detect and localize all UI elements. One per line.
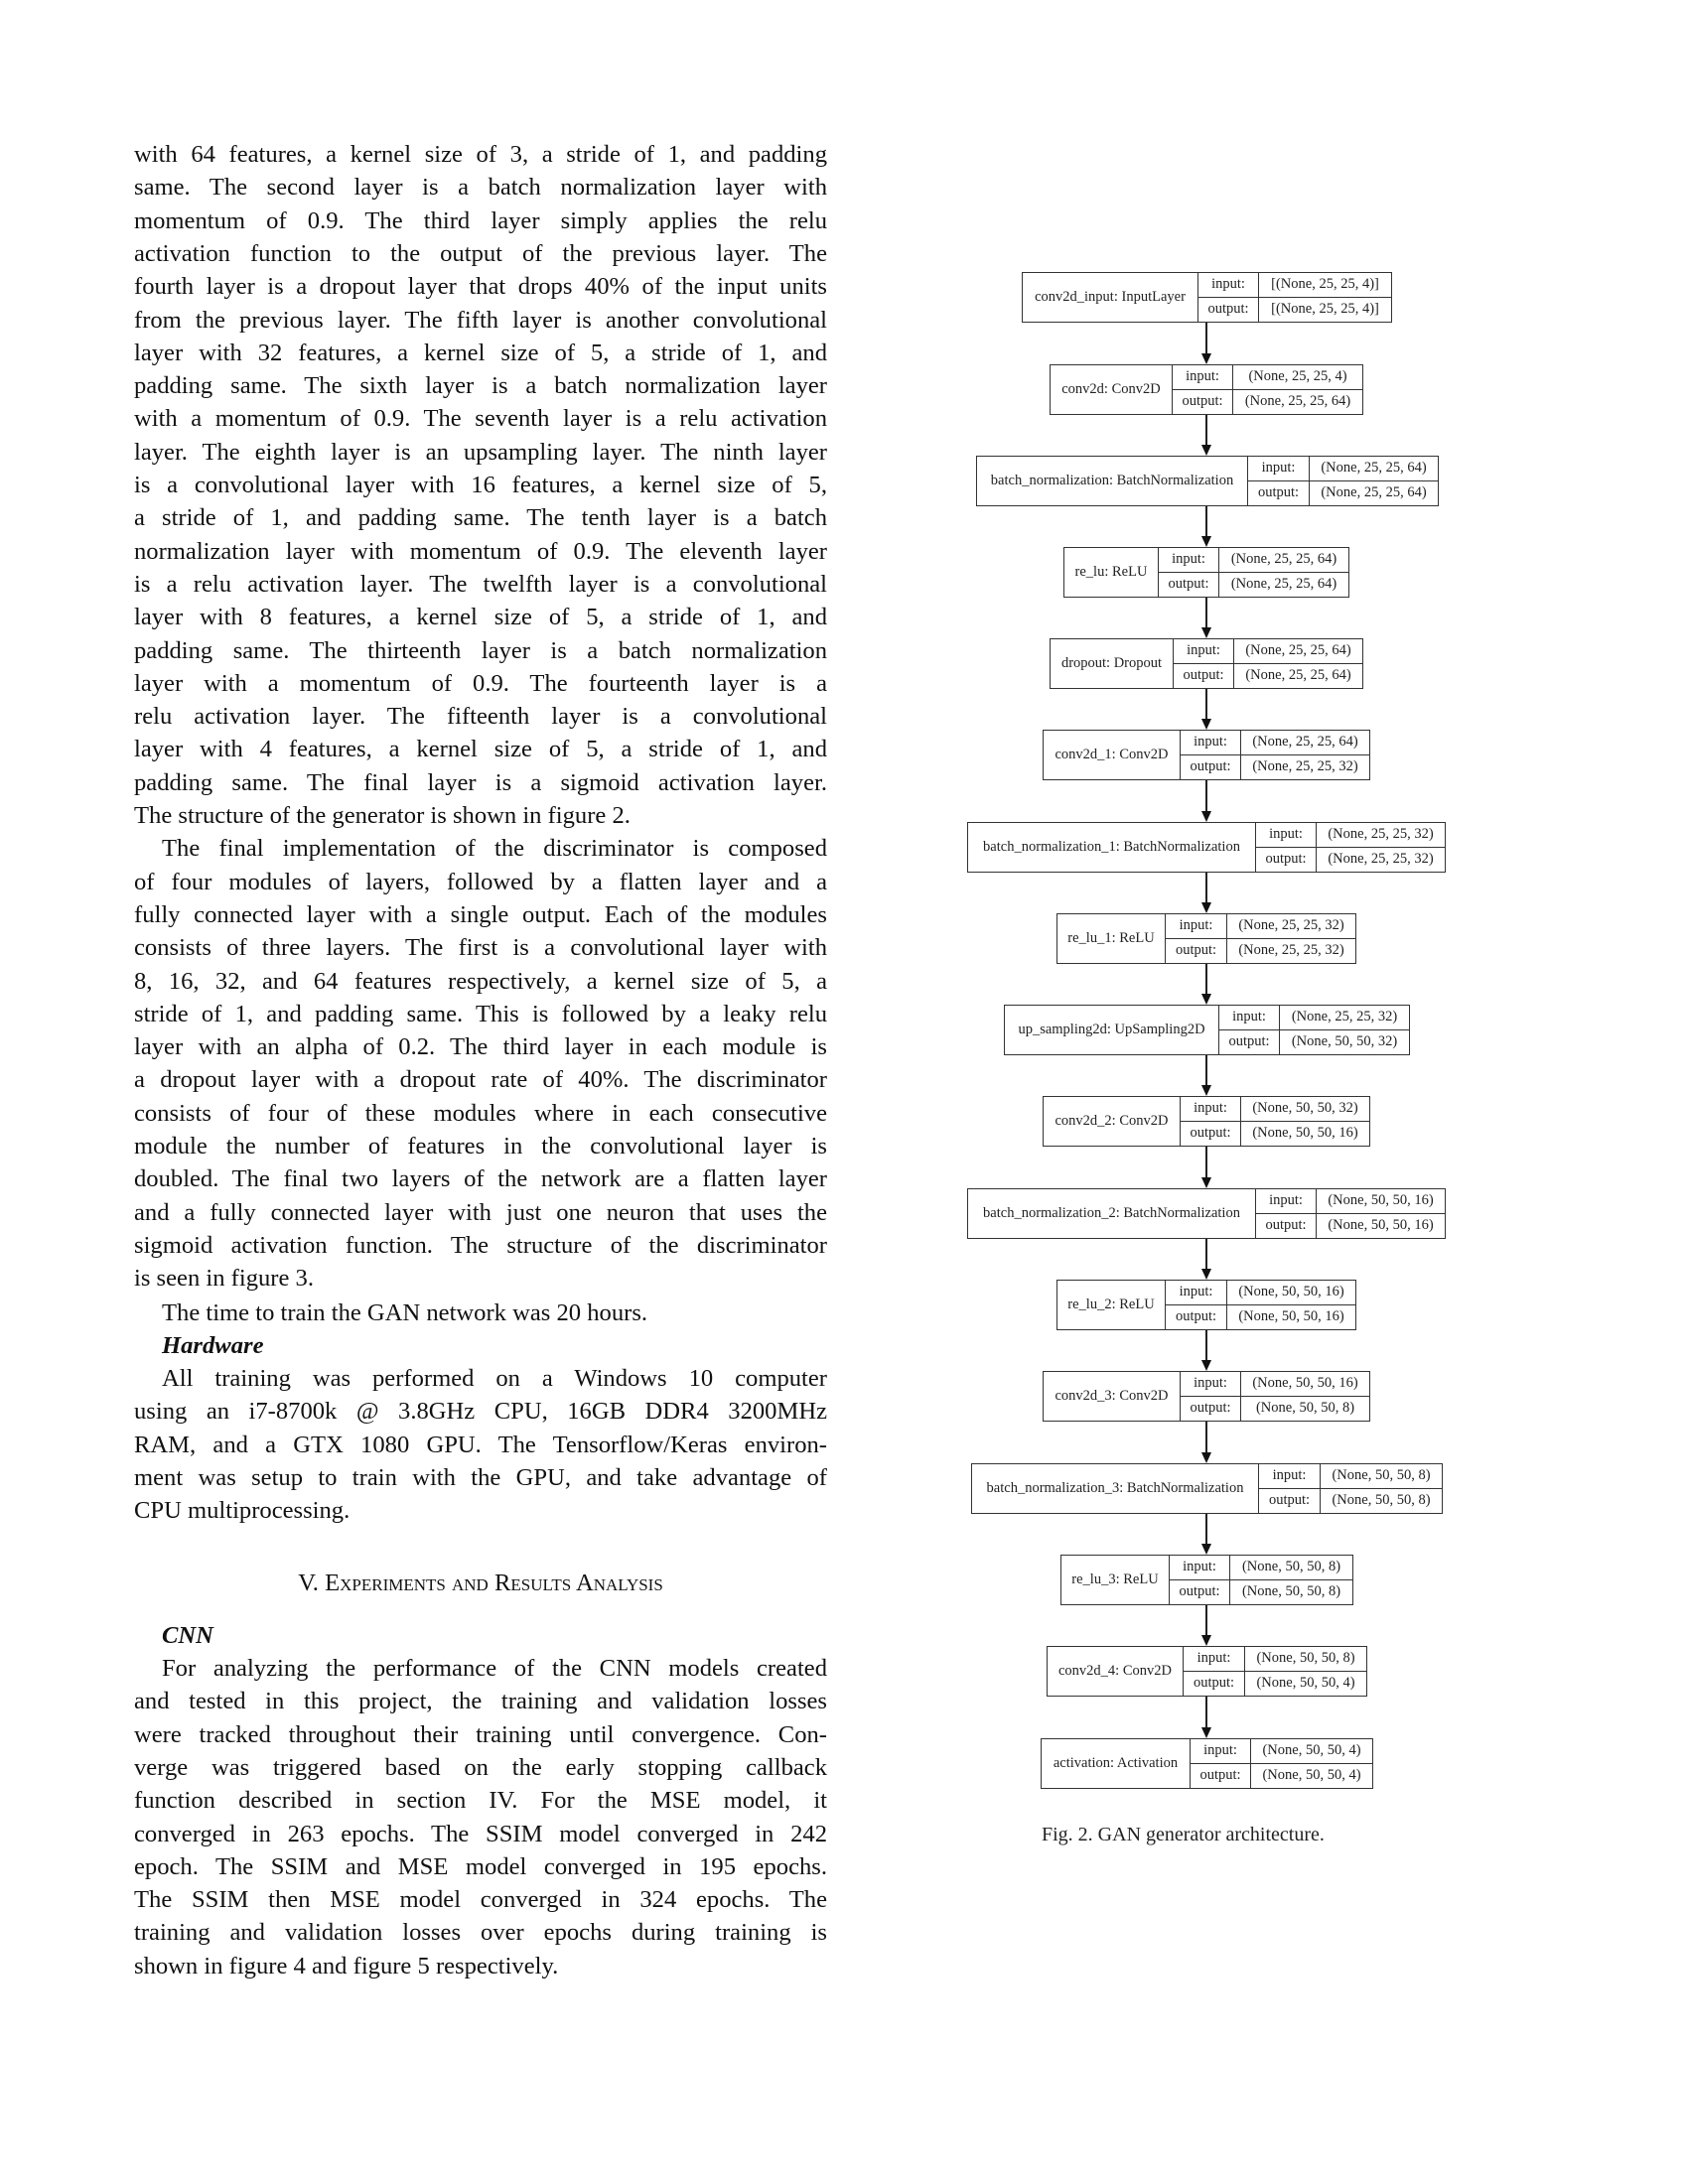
input-shape: (None, 50, 50, 8) [1321, 1464, 1442, 1489]
arrow-down-icon [1201, 719, 1211, 730]
output-shape: (None, 25, 25, 32) [1238, 942, 1344, 959]
layer-node [1060, 1555, 1353, 1605]
text-line: The final implementation of the discriminator is composed [162, 835, 827, 863]
hardware-subheading: Hardware [162, 1332, 264, 1359]
connector-line [1205, 1147, 1207, 1178]
output-label: output: [1190, 758, 1231, 775]
layer-node [971, 1463, 1443, 1514]
text-line: verge was triggered based on the early stopping callback [134, 1753, 827, 1781]
text-line: module the number of features in the convolutional layer is [134, 1133, 827, 1160]
input-label: input: [1159, 548, 1218, 573]
text-line: consists of three layers. The first is a convolutional layer with [134, 934, 827, 962]
input-label: input: [1181, 1097, 1240, 1122]
io-shape-column [1251, 1739, 1372, 1788]
arrow-down-icon [1201, 902, 1211, 913]
io-label-column [1181, 1372, 1241, 1421]
text-line: converged in 263 epochs. The SSIM model converged in 242 [134, 1820, 827, 1847]
layer-name: batch_normalization_1: BatchNormalization [968, 823, 1256, 872]
text-line: For analyzing the performance of the CNN models created [162, 1655, 827, 1682]
io-shape-column [1317, 1189, 1445, 1238]
output-shape: (None, 50, 50, 16) [1252, 1125, 1358, 1142]
input-label: input: [1166, 1281, 1226, 1305]
arrow-down-icon [1201, 994, 1211, 1005]
output-shape: (None, 25, 25, 64) [1244, 393, 1351, 410]
text-line: ment was setup to train with the GPU, and take advantage of [134, 1463, 827, 1491]
output-shape: (None, 25, 25, 64) [1321, 484, 1427, 501]
text-line: doubled. The final two layers of the network are a flatten layer [134, 1165, 827, 1193]
text-line: a stride of 1, and padding same. The tenth layer is a batch [134, 504, 827, 532]
text-line: activation function to the output of the previous layer. The [134, 239, 827, 267]
output-label: output: [1268, 1492, 1311, 1509]
text-line: layer with 32 features, a kernel size of 5, a stride of 1, and [134, 339, 827, 366]
text-line: 8, 16, 32, and 64 features respectively, a kernel size of 5, a [134, 967, 827, 995]
connector-line [1205, 1514, 1207, 1545]
text-line: The structure of the generator is shown in figure 2. [134, 802, 631, 829]
input-shape: (None, 50, 50, 8) [1245, 1647, 1366, 1672]
io-label-column [1181, 1097, 1241, 1146]
output-label: output: [1168, 576, 1209, 593]
io-shape-column [1230, 1556, 1352, 1604]
io-shape-column [1241, 731, 1369, 779]
section-heading: V. Experiments and Results Analysis [298, 1570, 663, 1596]
layer-node [1043, 1096, 1370, 1147]
input-label: input: [1248, 457, 1309, 481]
arrow-down-icon [1201, 353, 1211, 364]
io-shape-column [1233, 365, 1362, 414]
layer-node [1041, 1738, 1373, 1789]
text-line: layer with 8 features, a kernel size of 5, a stride of 1, and [134, 604, 827, 631]
output-label: output: [1193, 1675, 1235, 1692]
text-line: is a convolutional layer with 16 features, a kernel size of 5, [134, 472, 827, 498]
input-shape: (None, 25, 25, 64) [1241, 731, 1369, 755]
output-shape: (None, 50, 50, 4) [1262, 1767, 1361, 1784]
text-line: stride of 1, and padding same. This is followed by a leaky relu [134, 1000, 827, 1027]
layer-name: conv2d_input: InputLayer [1023, 273, 1198, 322]
layer-node [1022, 272, 1392, 323]
layer-name: conv2d_3: Conv2D [1044, 1372, 1181, 1421]
connector-line [1205, 1239, 1207, 1270]
output-label: output: [1190, 1125, 1231, 1142]
input-label: input: [1256, 823, 1316, 848]
text-line: of four modules of layers, followed by a flatten layer and a [134, 868, 827, 895]
arrow-down-icon [1201, 1177, 1211, 1188]
text-line: a dropout layer with a dropout rate of 40%. The discriminator [134, 1066, 827, 1094]
arrow-down-icon [1201, 1360, 1211, 1371]
text-line: CPU multiprocessing. [134, 1497, 351, 1525]
arrow-down-icon [1201, 627, 1211, 638]
layer-name: dropout: Dropout [1051, 639, 1174, 688]
layer-name: batch_normalization_3: BatchNormalization [972, 1464, 1259, 1513]
output-shape: (None, 25, 25, 32) [1252, 758, 1358, 775]
layer-node [1050, 638, 1363, 689]
input-shape: (None, 25, 25, 32) [1280, 1006, 1409, 1030]
layer-name: batch_normalization_2: BatchNormalization [968, 1189, 1256, 1238]
layer-node [1043, 730, 1370, 780]
text-line: sigmoid activation function. The structure of the discriminator [134, 1231, 827, 1259]
input-label: input: [1219, 1006, 1279, 1030]
io-shape-column [1241, 1372, 1369, 1421]
arrow-down-icon [1201, 1269, 1211, 1280]
io-label-column [1184, 1647, 1245, 1696]
input-label: input: [1181, 1372, 1240, 1397]
text-line: shown in figure 4 and figure 5 respectively. [134, 1952, 559, 1979]
layer-node [1004, 1005, 1410, 1055]
output-shape: (None, 50, 50, 8) [1332, 1492, 1431, 1509]
input-shape: (None, 50, 50, 16) [1317, 1189, 1445, 1214]
arrow-down-icon [1201, 1085, 1211, 1096]
connector-line [1205, 689, 1207, 720]
layer-name: re_lu_2: ReLU [1057, 1281, 1166, 1329]
text-line: momentum of 0.9. The third layer simply applies the relu [134, 206, 827, 234]
layer-node [1047, 1646, 1367, 1697]
text-line: consists of four of these modules where in each consecutive [134, 1099, 827, 1127]
io-label-column [1198, 273, 1259, 322]
io-label-column [1174, 639, 1234, 688]
layer-node [1043, 1371, 1370, 1422]
io-shape-column [1241, 1097, 1369, 1146]
io-shape-column [1259, 273, 1391, 322]
text-line: fully connected layer with a single output. Each of the modules [134, 900, 827, 928]
output-label: output: [1265, 851, 1307, 868]
io-shape-column [1245, 1647, 1366, 1696]
io-label-column [1166, 914, 1227, 963]
io-shape-column [1219, 548, 1348, 597]
text-line: padding same. The thirteenth layer is a batch normalization [134, 636, 827, 664]
layer-name: re_lu: ReLU [1064, 548, 1159, 597]
text-line: and tested in this project, the training and validation losses [134, 1688, 827, 1715]
text-line: training and validation losses over epochs during training is [134, 1919, 827, 1947]
io-label-column [1219, 1006, 1280, 1054]
io-label-column [1159, 548, 1219, 597]
layer-node [1050, 364, 1363, 415]
output-shape: (None, 25, 25, 64) [1230, 576, 1337, 593]
output-label: output: [1228, 1033, 1270, 1050]
text-line: same. The second layer is a batch normalization layer with [134, 174, 827, 202]
text-line: fourth layer is a dropout layer that drops 40% of the input units [134, 273, 827, 301]
input-label: input: [1184, 1647, 1244, 1672]
training-time-sentence: The time to train the GAN network was 20 hours. [162, 1299, 648, 1326]
input-shape: (None, 50, 50, 4) [1251, 1739, 1372, 1764]
io-label-column [1170, 1556, 1230, 1604]
io-shape-column [1310, 457, 1438, 505]
text-line: All training was performed on a Windows 10 computer [162, 1365, 827, 1392]
input-label: input: [1170, 1556, 1229, 1580]
input-shape: (None, 50, 50, 32) [1241, 1097, 1369, 1122]
io-shape-column [1321, 1464, 1442, 1513]
arrow-down-icon [1201, 1727, 1211, 1738]
output-shape: (None, 50, 50, 16) [1238, 1308, 1344, 1325]
connector-line [1205, 1605, 1207, 1636]
connector-line [1205, 598, 1207, 628]
input-shape: (None, 25, 25, 4) [1233, 365, 1362, 390]
text-line: padding same. The final layer is a sigmoid activation layer. [134, 768, 827, 796]
output-label: output: [1190, 1400, 1231, 1417]
layer-node [1056, 1280, 1356, 1330]
layer-name: conv2d_4: Conv2D [1048, 1647, 1184, 1696]
output-shape: [(None, 25, 25, 4)] [1271, 301, 1379, 318]
output-label: output: [1175, 1308, 1217, 1325]
connector-line [1205, 1422, 1207, 1453]
input-shape: (None, 25, 25, 64) [1219, 548, 1348, 573]
io-shape-column [1234, 639, 1362, 688]
output-label: output: [1183, 667, 1224, 684]
io-label-column [1181, 731, 1241, 779]
layer-name: up_sampling2d: UpSampling2D [1005, 1006, 1219, 1054]
output-label: output: [1257, 484, 1300, 501]
io-label-column [1259, 1464, 1321, 1513]
output-shape: (None, 50, 50, 32) [1291, 1033, 1398, 1050]
layer-name: re_lu_1: ReLU [1057, 914, 1166, 963]
figure-caption: Fig. 2. GAN generator architecture. [1042, 1824, 1325, 1845]
layer-node [967, 1188, 1446, 1239]
input-shape: (None, 25, 25, 32) [1227, 914, 1355, 939]
input-label: input: [1256, 1189, 1316, 1214]
text-line: normalization layer with momentum of 0.9. The eleventh layer [134, 537, 827, 565]
input-label: input: [1166, 914, 1226, 939]
arrow-down-icon [1201, 1635, 1211, 1646]
layer-node [976, 456, 1439, 506]
output-label: output: [1179, 1583, 1220, 1600]
output-shape: (None, 50, 50, 8) [1241, 1583, 1341, 1600]
layer-name: activation: Activation [1042, 1739, 1191, 1788]
connector-line [1205, 323, 1207, 354]
cnn-subheading: CNN [162, 1622, 213, 1649]
io-shape-column [1227, 1281, 1355, 1329]
text-line: function described in section IV. For the MSE model, it [134, 1787, 827, 1815]
input-shape: (None, 25, 25, 64) [1234, 639, 1362, 664]
text-line: epoch. The SSIM and MSE model converged in 195 epochs. [134, 1852, 827, 1880]
input-label: input: [1173, 365, 1232, 390]
text-line: is a relu activation layer. The twelfth layer is a convolutional [134, 570, 827, 598]
text-line: layer. The eighth layer is an upsampling layer. The ninth layer [134, 438, 827, 466]
io-label-column [1248, 457, 1310, 505]
text-line: and a fully connected layer with just one neuron that uses the [134, 1198, 827, 1226]
text-line: using an i7-8700k @ 3.8GHz CPU, 16GB DDR4 3200MHz [134, 1398, 827, 1426]
input-shape: (None, 50, 50, 16) [1227, 1281, 1355, 1305]
text-line: is seen in figure 3. [134, 1265, 314, 1293]
output-shape: (None, 50, 50, 4) [1256, 1675, 1355, 1692]
io-label-column [1256, 1189, 1317, 1238]
arrow-down-icon [1201, 1544, 1211, 1555]
arrow-down-icon [1201, 536, 1211, 547]
output-label: output: [1207, 301, 1249, 318]
text-line: relu activation layer. The fifteenth layer is a convolutional [134, 703, 827, 731]
io-shape-column [1317, 823, 1445, 872]
io-label-column [1166, 1281, 1227, 1329]
input-shape: (None, 50, 50, 16) [1241, 1372, 1369, 1397]
layer-name: batch_normalization: BatchNormalization [977, 457, 1248, 505]
connector-line [1205, 1697, 1207, 1728]
input-label: input: [1259, 1464, 1320, 1489]
connector-line [1205, 415, 1207, 446]
arrow-down-icon [1201, 1452, 1211, 1463]
input-label: input: [1191, 1739, 1250, 1764]
output-label: output: [1175, 942, 1217, 959]
output-shape: (None, 50, 50, 8) [1255, 1400, 1355, 1417]
input-shape: (None, 25, 25, 64) [1310, 457, 1438, 481]
io-label-column [1191, 1739, 1251, 1788]
connector-line [1205, 1055, 1207, 1086]
output-label: output: [1182, 393, 1223, 410]
io-shape-column [1280, 1006, 1409, 1054]
io-shape-column [1227, 914, 1355, 963]
io-label-column [1173, 365, 1233, 414]
connector-line [1205, 964, 1207, 995]
arrow-down-icon [1201, 811, 1211, 822]
text-line: layer with a momentum of 0.9. The fourteenth layer is a [134, 669, 827, 697]
connector-line [1205, 873, 1207, 903]
connector-line [1205, 780, 1207, 812]
io-label-column [1256, 823, 1317, 872]
output-shape: (None, 25, 25, 32) [1328, 851, 1434, 868]
layer-node [1063, 547, 1349, 598]
text-line: with a momentum of 0.9. The seventh layer is a relu activation [134, 405, 827, 433]
text-line: were tracked throughout their training until convergence. Con- [134, 1720, 827, 1748]
connector-line [1205, 1330, 1207, 1361]
layer-name: conv2d: Conv2D [1051, 365, 1173, 414]
text-line: with 64 features, a kernel size of 3, a stride of 1, and padding [134, 141, 827, 168]
output-label: output: [1199, 1767, 1241, 1784]
connector-line [1205, 506, 1207, 537]
output-label: output: [1265, 1217, 1307, 1234]
text-line: The SSIM then MSE model converged in 324 epochs. The [134, 1886, 827, 1914]
layer-name: conv2d_2: Conv2D [1044, 1097, 1181, 1146]
layer-name: conv2d_1: Conv2D [1044, 731, 1181, 779]
arrow-down-icon [1201, 445, 1211, 456]
layer-node [1056, 913, 1356, 964]
input-label: input: [1174, 639, 1233, 664]
text-line: layer with an alpha of 0.2. The third layer in each module is [134, 1033, 827, 1061]
input-label: input: [1198, 273, 1258, 298]
text-line: RAM, and a GTX 1080 GPU. The Tensorflow/Keras environ- [134, 1431, 827, 1458]
input-shape: [(None, 25, 25, 4)] [1259, 273, 1391, 298]
layer-name: re_lu_3: ReLU [1061, 1556, 1170, 1604]
text-line: layer with 4 features, a kernel size of 5, a stride of 1, and [134, 736, 827, 763]
output-shape: (None, 50, 50, 16) [1328, 1217, 1434, 1234]
input-label: input: [1181, 731, 1240, 755]
input-shape: (None, 25, 25, 32) [1317, 823, 1445, 848]
text-line: padding same. The sixth layer is a batch normalization layer [134, 372, 827, 400]
text-line: from the previous layer. The fifth layer is another convolutional [134, 306, 827, 334]
layer-node [967, 822, 1446, 873]
output-shape: (None, 25, 25, 64) [1245, 667, 1351, 684]
input-shape: (None, 50, 50, 8) [1230, 1556, 1352, 1580]
